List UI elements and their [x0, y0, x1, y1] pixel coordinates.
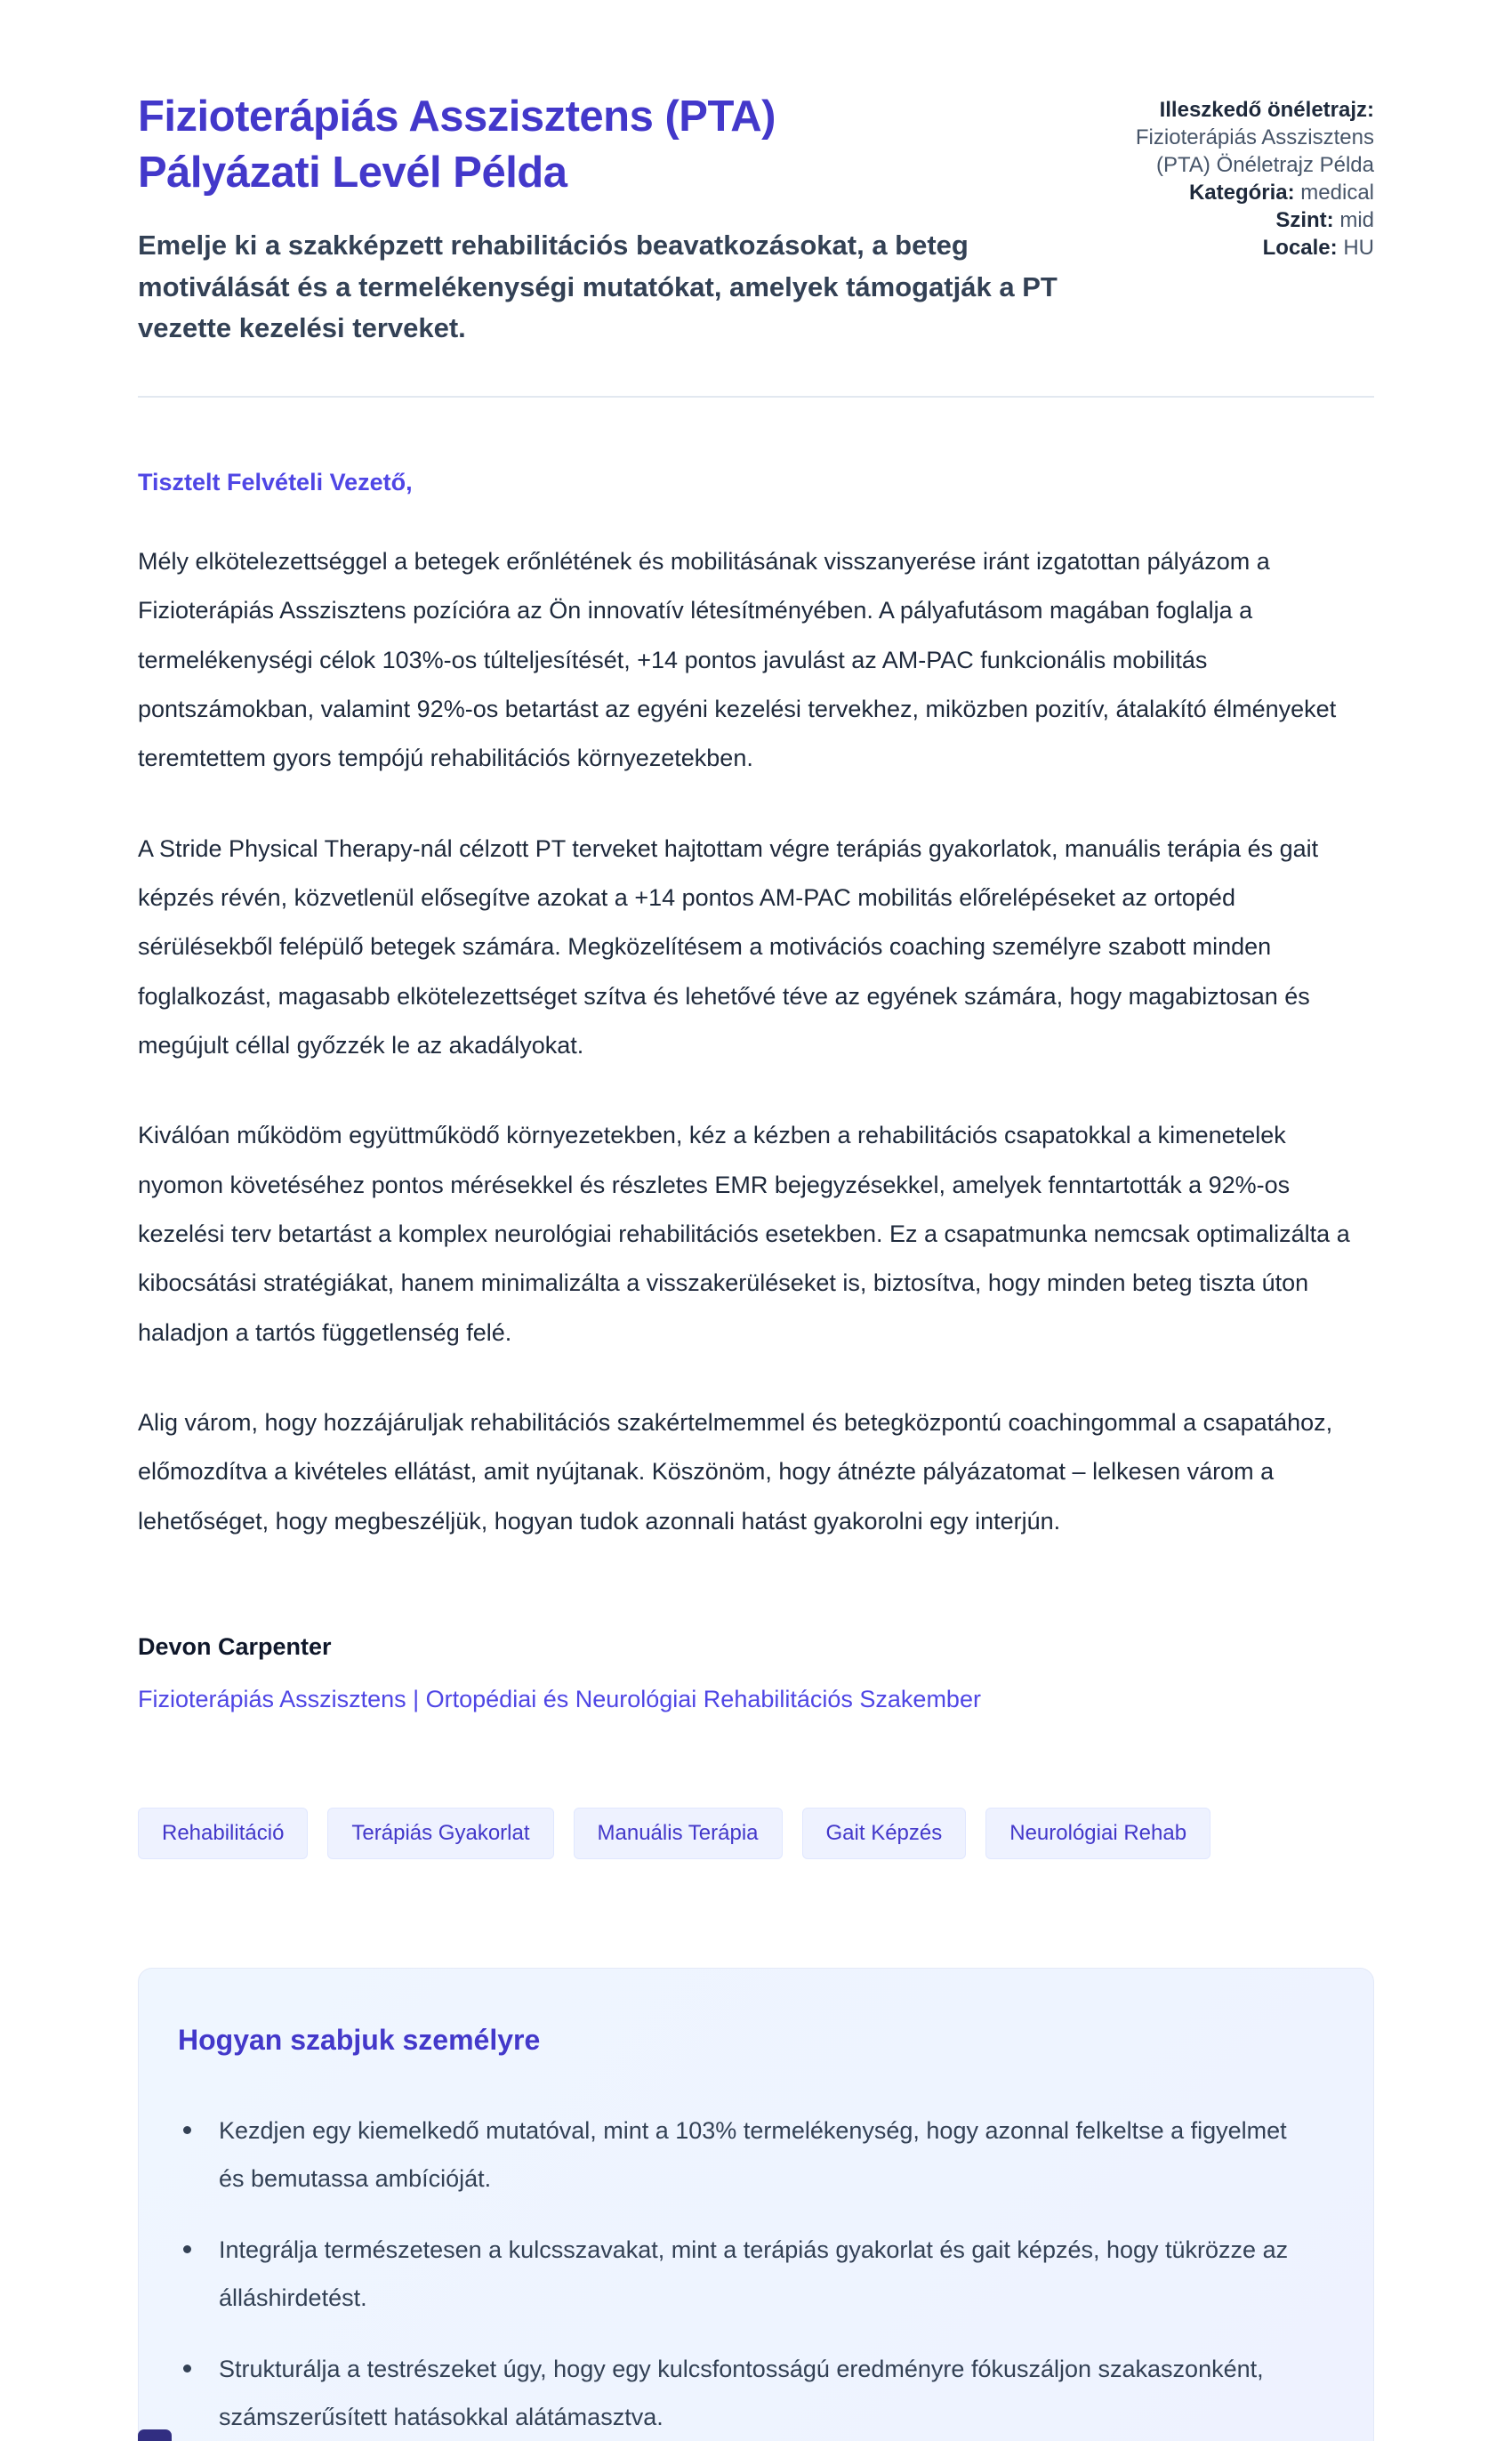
tag-chip-manualis-terapia[interactable]: Manuális Terápia	[574, 1808, 783, 1859]
personalization-tips-card	[138, 1968, 1374, 2441]
letter-paragraph-1: Mély elkötelezettséggel a betegek erőnlétének és mobilitásának visszanyerése iránt izgatottan pályázom a Fizioterápiás Asszisztens pozícióra az Ön innovatív létesítményében. A pályafutásom magában foglalja a termelékenységi célok 103%-os túlteljesítését, +14 pontos javulást az AM-PAC funkcionális mobilitás pontszámokban, valamint 92%-os betartást az egyéni kezelési tervekhez, miközben pozitív, átalakító élményeket teremtettem gyors tempójú rehabilitációs környezetekben.	[138, 547, 1337, 772]
tip-item-text: Integrálja természetesen a kulcsszavakat, mint a terápiás gyakorlat és gait képzés, hogy tükrözze az álláshirdetést.	[219, 2236, 1289, 2312]
signature-name: Devon Carpenter	[138, 1633, 332, 1661]
matching-resume-link[interactable]: Fizioterápiás Asszisztens (PTA) Önéletrajz Példa	[1135, 125, 1374, 177]
category-value: medical	[1300, 181, 1374, 205]
tip-item-1	[183, 2107, 1299, 2203]
locale-line	[1097, 234, 1374, 262]
letter-paragraph-4: Alig várom, hogy hozzájáruljak rehabilitációs szakértelmemmel és betegközpontú coachingommal a csapatához, előmozdítva a kivételes ellátást, amit nyújtanak. Köszönöm, hogy átnézte pályázatomat – lelkesen várom a lehetőséget, hogy megbeszéljük, hogyan tudok azonnali hatást gyakorolni egy interjún.	[138, 1409, 1333, 1535]
category-line	[1097, 179, 1374, 206]
bullet-dot-icon	[183, 2245, 191, 2253]
tag-chip-terapias-gyakorlat[interactable]: Terápiás Gyakorlat	[327, 1808, 553, 1859]
page-subtitle: Emelje ki a szakképzett rehabilitációs beavatkozásokat, a beteg motiválását és a termelékenységi mutatókat, amelyek támogatják a PT vezette kezelési terveket.	[138, 230, 1058, 344]
tips-title: Hogyan szabjuk személyre	[178, 2024, 541, 2057]
tag-chip-neurologiai-rehab[interactable]: Neurológiai Rehab	[985, 1808, 1210, 1859]
page-title: Fizioterápiás Asszisztens (PTA) Pályázati Levél Példa	[138, 93, 776, 197]
bullet-dot-icon	[183, 2364, 191, 2373]
cover-letter-body	[138, 469, 1374, 1713]
tag-list	[138, 1808, 1374, 1859]
signature-role: Fizioterápiás Asszisztens | Ortopédiai és Neurológiai Rehabilitációs Szakember	[138, 1686, 981, 1713]
tip-item-text: Kezdjen egy kiemelkedő mutatóval, mint a 103% termelékenység, hogy azonnal felkeltse a figyelmet és bemutassa ambícióját.	[219, 2117, 1287, 2193]
header	[138, 89, 1374, 350]
letter-paragraph-2: A Stride Physical Therapy-nál célzott PT terveket hajtottam végre terápiás gyakorlatok, manuális terápia és gait képzés révén, közvetlenül elősegítve azokat a +14 pontos AM-PAC mobilitás előrelépéseket az ortopéd sérülésekből felépülő betegek számára. Megközelítésem a motivációs coaching személyre szabott minden foglalkozást, magasabb elkötelezettséget szítva és lehetővé téve az egyének számára, hogy magabiztosan és megújult céllal győzzék le az akadályokat.	[138, 834, 1319, 1059]
tip-item-3	[183, 2345, 1299, 2441]
header-left	[138, 89, 1061, 350]
level-line	[1097, 206, 1374, 234]
tag-chip-gait-kepzes[interactable]: Gait Képzés	[802, 1808, 967, 1859]
tag-chip-rehabilitacio[interactable]: Rehabilitáció	[138, 1808, 308, 1859]
level-value: mid	[1339, 208, 1374, 232]
tip-item-text: Strukturálja a testrészeket úgy, hogy egy kulcsfontosságú eredményre fókuszáljon szakaszonként, számszerűsített hatásokkal alátámasztva.	[219, 2356, 1264, 2431]
locale-value: HU	[1343, 236, 1374, 260]
matching-resume-label: Illeszkedő önéletrajz:	[1159, 98, 1374, 122]
meta-panel	[1097, 89, 1374, 262]
cutoff-next-section	[138, 2429, 172, 2441]
bullet-dot-icon	[183, 2126, 191, 2134]
salutation: Tisztelt Felvételi Vezető,	[138, 468, 413, 495]
letter-paragraph-3: Kiválóan működöm együttműködő környezetekben, kéz a kézben a rehabilitációs csapatokkal a kimenetelek nyomon követéséhez pontos mérésekkel és részletes EMR bejegyzésekkel, amelyek fenntartották a 92%-os kezelési terv betartást a komplex neurológiai rehabilitációs esetekben. Ez a csapatmunka nemcsak optimalizálta a kibocsátási stratégiákat, hanem minimalizálta a visszakerüléseket is, biztosítva, hogy minden beteg tiszta úton haladjon a tartós függetlenség felé.	[138, 1122, 1350, 1346]
tips-list	[178, 2107, 1299, 2441]
tip-item-2	[183, 2226, 1299, 2322]
level-label: Szint:	[1275, 208, 1334, 232]
divider	[138, 396, 1374, 398]
category-label: Kategória:	[1188, 181, 1295, 205]
locale-label: Locale:	[1262, 236, 1338, 260]
matching-resume-label-line	[1097, 96, 1374, 124]
